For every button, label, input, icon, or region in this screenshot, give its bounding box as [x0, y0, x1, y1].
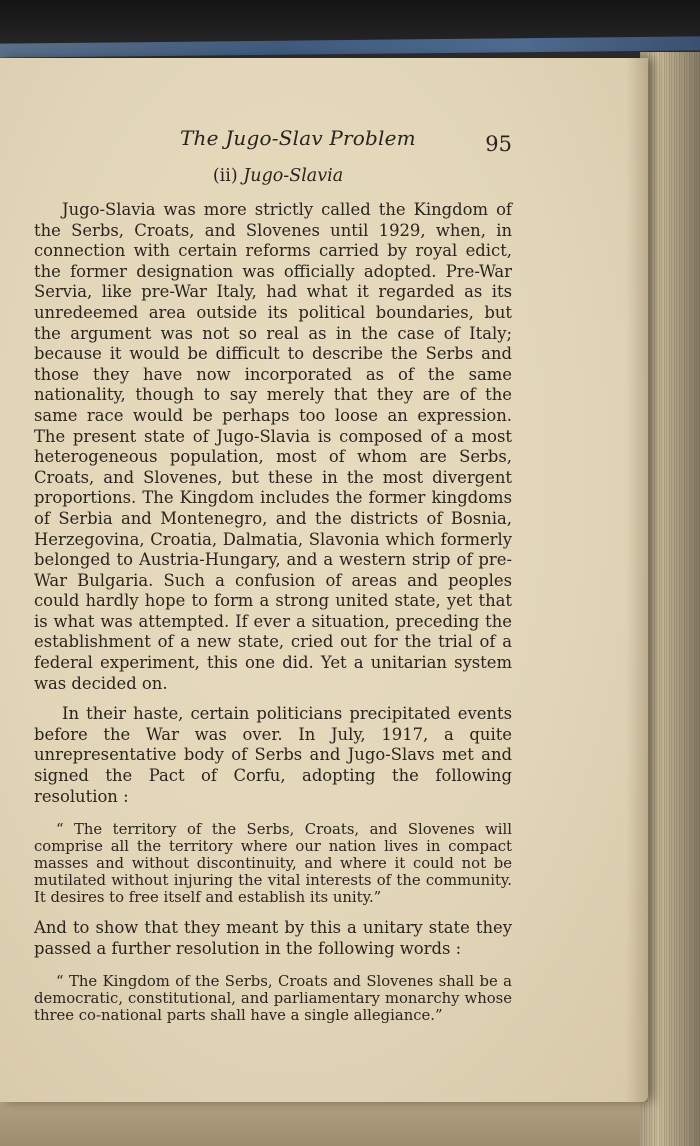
page-text-block — [34, 118, 512, 1036]
page-number: 95 — [485, 132, 512, 156]
paragraph-2: In their haste, certain politicians precipitated events before the War was over. In July, 1917, a quite unrepresentative body of Serbs and Jugo-Slavs met and signed the Pact of Corfu, adopting the following resolution : — [34, 704, 512, 806]
paragraph-3: And to show that they meant by this a unitary state they passed a further resolution in the following words : — [34, 918, 512, 958]
running-head — [34, 118, 512, 158]
section-number: (ii) — [212, 166, 238, 186]
book-page — [0, 58, 648, 1102]
page-stack-shade — [640, 52, 700, 1146]
section-title: Jugo-Slavia — [243, 166, 344, 186]
block-quote-1: “ The territory of the Serbs, Croats, and Slovenes will comprise all the territory where our nation lives in compact masses and without discontinuity, and where it could not be mutilated without injuring the vital interests of the community. It desires to free itself and establish its unity.” — [34, 821, 512, 907]
paragraph-1: Jugo-Slavia was more strictly called the Kingdom of the Serbs, Croats, and Slovenes until 1929, when, in connection with certain reforms carried by royal edict, the former designation was officially adopted. Pre-War Servia, like pre-War Italy, had what it regarded as its unredeemed area outside its political boundaries, but the argument was not so real as in the case of Italy; because it would be difficult to describe the Serbs and those they have now incorporated as of the same nationality, though to say merely that they are of the same race would be perhaps too loose an expression. The present state of Jugo-Slavia is composed of a most heterogeneous population, most of whom are Serbs, Croats, and Slovenes, but these in the most divergent proportions. The Kingdom includes the former kingdoms of Serbia and Montenegro, and the districts of Bosnia, Herzegovina, Croatia, Dalmatia, Slavonia which formerly belonged to Austria-Hungary, and a western strip of pre-War Bulgaria. Such a confusion of areas and peoples could hardly hope to form a strong united state, yet that is what was attempted. If ever a situation, preceding the establishment of a new state, cried out for the trial of a federal experiment, this one did. Yet a unitarian system was decided on. — [34, 200, 512, 693]
block-quote-2: “ The Kingdom of the Serbs, Croats and Slovenes shall be a democratic, constitutional, and parliamentary monarchy whose three co-national parts shall have a single allegiance.” — [34, 973, 512, 1025]
running-head-title: The Jugo-Slav Problem — [180, 126, 416, 150]
section-heading — [34, 166, 512, 186]
page-edge-shadow — [626, 58, 648, 1102]
